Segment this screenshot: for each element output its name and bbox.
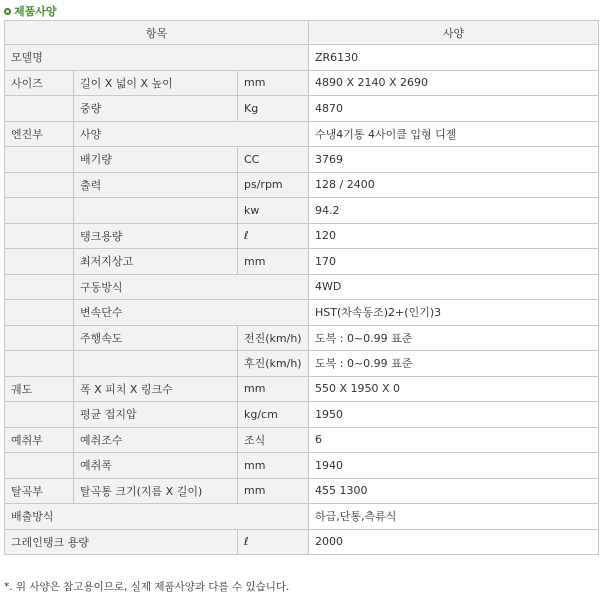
unit-cell: mm (238, 249, 309, 275)
item-cell: 길이 X 넓이 X 높이 (74, 70, 238, 96)
empty-cell (5, 249, 74, 275)
empty-cell (5, 147, 74, 173)
value-cell: 4890 X 2140 X 2690 (309, 70, 599, 96)
category-cell: 탈곡부 (5, 478, 74, 504)
item-cell: 탱크용량 (74, 223, 238, 249)
item-cell: 사양 (74, 121, 309, 147)
table-row (5, 325, 599, 351)
empty-cell (5, 402, 74, 428)
value-cell: 4870 (309, 96, 599, 122)
value-cell: 120 (309, 223, 599, 249)
empty-cell (5, 300, 74, 326)
item-cell: 폭 X 피치 X 링크수 (74, 376, 238, 402)
item-cell: 예취폭 (74, 453, 238, 479)
table-row (5, 96, 599, 122)
item-cell: 최저지상고 (74, 249, 238, 275)
empty-cell (5, 351, 74, 377)
unit-cell: ℓ (238, 529, 309, 555)
category-cell: 그레인탱크 용량 (5, 529, 238, 555)
table-row (5, 529, 599, 555)
empty-cell (5, 96, 74, 122)
category-cell: 궤도 (5, 376, 74, 402)
table-row (5, 45, 599, 71)
value-cell: 6 (309, 427, 599, 453)
empty-cell (5, 453, 74, 479)
category-cell: 사이즈 (5, 70, 74, 96)
empty-cell (5, 274, 74, 300)
value-cell: 도복 : 0~0.99 표준 (309, 351, 599, 377)
bullet-circle-icon (4, 8, 11, 15)
unit-cell: mm (238, 453, 309, 479)
table-row (5, 300, 599, 326)
unit-cell: ps/rpm (238, 172, 309, 198)
item-cell: 탈곡통 크기(지름 X 길이) (74, 478, 238, 504)
unit-cell: kw (238, 198, 309, 224)
item-cell: 평균 접지압 (74, 402, 238, 428)
spec-table (4, 20, 599, 555)
empty-cell (74, 351, 238, 377)
value-cell: 170 (309, 249, 599, 275)
value-cell: 3769 (309, 147, 599, 173)
section-title (4, 4, 57, 20)
empty-cell (5, 325, 74, 351)
value-cell: 도복 : 0~0.99 표준 (309, 325, 599, 351)
value-cell: 455 1300 (309, 478, 599, 504)
table-row (5, 351, 599, 377)
table-row (5, 504, 599, 530)
value-cell: 94.2 (309, 198, 599, 224)
value-cell: 수냉4기통 4사이클 입형 디젤 (309, 121, 599, 147)
item-cell: 중량 (74, 96, 238, 122)
value-cell: 1940 (309, 453, 599, 479)
unit-cell: CC (238, 147, 309, 173)
table-row (5, 223, 599, 249)
item-cell: 주행속도 (74, 325, 238, 351)
table-row (5, 453, 599, 479)
item-cell: 출력 (74, 172, 238, 198)
unit-cell: 조식 (238, 427, 309, 453)
table-row (5, 121, 599, 147)
table-row (5, 402, 599, 428)
section-title-text: 제품사양 (14, 5, 57, 18)
empty-cell (5, 172, 74, 198)
value-cell: 128 / 2400 (309, 172, 599, 198)
item-cell: 배기량 (74, 147, 238, 173)
value-cell: 1950 (309, 402, 599, 428)
empty-cell (5, 198, 74, 224)
value-cell: 550 X 1950 X 0 (309, 376, 599, 402)
table-row (5, 172, 599, 198)
unit-cell: kg/cm (238, 402, 309, 428)
value-cell: 2000 (309, 529, 599, 555)
disclaimer-note: *. 위 사양은 참고용이므로, 실제 제품사양과 다를 수 있습니다. (4, 581, 290, 593)
table-row (5, 70, 599, 96)
header-spec: 사양 (309, 21, 599, 45)
table-header-row (5, 21, 599, 45)
unit-cell: mm (238, 70, 309, 96)
table-row (5, 427, 599, 453)
unit-cell: ℓ (238, 223, 309, 249)
table-row (5, 274, 599, 300)
value-cell: HST(차속동조)2+(인기)3 (309, 300, 599, 326)
item-cell: 구동방식 (74, 274, 309, 300)
value-cell: ZR6130 (309, 45, 599, 71)
item-cell: 변속단수 (74, 300, 309, 326)
table-row (5, 147, 599, 173)
unit-cell: Kg (238, 96, 309, 122)
unit-cell: mm (238, 478, 309, 504)
category-cell: 배출방식 (5, 504, 309, 530)
category-cell: 예취부 (5, 427, 74, 453)
table-row (5, 376, 599, 402)
empty-cell (74, 198, 238, 224)
category-cell: 엔진부 (5, 121, 74, 147)
table-row (5, 478, 599, 504)
unit-cell: 후진(km/h) (238, 351, 309, 377)
empty-cell (5, 223, 74, 249)
unit-cell: mm (238, 376, 309, 402)
value-cell: 하급,단통,측류식 (309, 504, 599, 530)
table-row (5, 249, 599, 275)
category-cell: 모델명 (5, 45, 309, 71)
value-cell: 4WD (309, 274, 599, 300)
unit-cell: 전진(km/h) (238, 325, 309, 351)
table-row (5, 198, 599, 224)
header-item: 항목 (5, 21, 309, 45)
item-cell: 예취조수 (74, 427, 238, 453)
